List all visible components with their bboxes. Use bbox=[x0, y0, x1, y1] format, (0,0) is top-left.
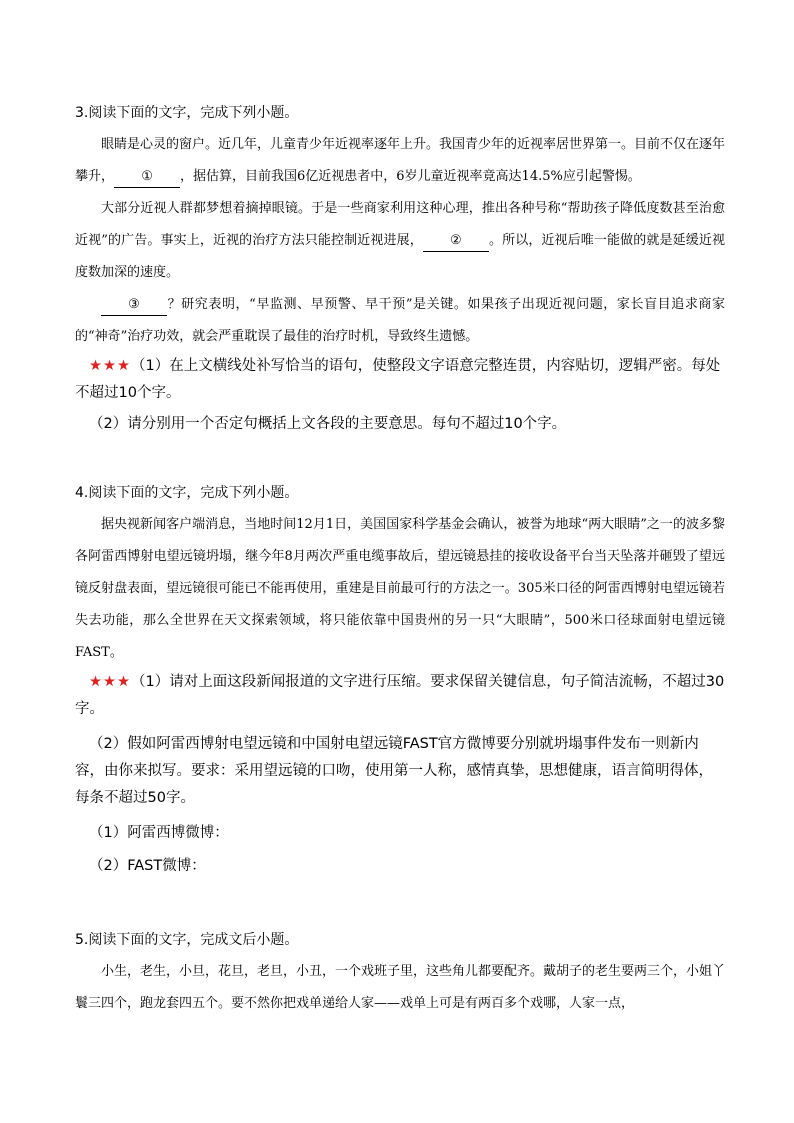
question-4 bbox=[75, 483, 725, 880]
question-4-passage: 据央视新闻客户端消息，当地时间12月1日，美国国家科学基金会确认，被誉为地球“两大眼睛”之一的波多黎各阿雷西博射电望远镜坍塌，继今年8月两次严重电缆事故后，望远镜悬挂的接收设备平台当天坠落并砸毁了望远镜反射盘表面，望远镜很可能已不能再使用，重建是目前最可行的方法之一。305米口径的阿雷西博射电望远镜若失去功能，那么全世界在天文探索领域，将只能依靠中国贵州的另一只“大眼睛”，500米口径球面射电望远镜FAST。 bbox=[75, 517, 725, 660]
question-3-paragraph-2 bbox=[75, 193, 725, 289]
question-5 bbox=[75, 930, 725, 1020]
blank-3: ③ bbox=[101, 295, 167, 316]
question-5-passage: 小生，老生，小旦，花旦，老旦，小丑，一个戏班子里，这些角儿都要配齐。戴胡子的老生要两三个，小姐丫鬟三四个，跑龙套四五个。要不然你把戏单递给人家——戏单上可是有两百多个戏哪，人家一点， bbox=[75, 964, 726, 1011]
question-3-paragraph-3 bbox=[75, 289, 725, 353]
question-5-heading: 5.阅读下面的文字，完成文后小题。 bbox=[75, 932, 299, 948]
paragraph-text: ，据估算，目前我国6亿近视患者中，6岁儿童近视率竟高达14.5%应引起警惕。 bbox=[180, 169, 641, 184]
paragraph-text: 眼睛是心灵的窗户。近几年，儿童青少年近视率逐年上升。我国青少年的近视率居世界第一。目前不仅在逐年攀升， bbox=[75, 137, 726, 184]
question-4-task-1 bbox=[75, 669, 725, 723]
blank-1: ① bbox=[114, 167, 180, 188]
paragraph-text: 。所以，近视后唯一能做的就是延缓近视度数加深的速度。 bbox=[75, 233, 725, 280]
question-3-task-1 bbox=[75, 353, 725, 407]
difficulty-stars-icon: ★★★ bbox=[89, 674, 131, 690]
blank-2: ② bbox=[423, 231, 489, 252]
question-3-task-2: （2）请分别用一个否定句概括上文各段的主要意思。每句不超过10个字。 bbox=[89, 416, 567, 432]
answer-line-arecibo: （1）阿雷西博微博： bbox=[89, 825, 229, 841]
task-text: （1）在上文横线处补写恰当的语句，使整段文字语意完整连贯，内容贴切，逻辑严密。每处不超过10个字。 bbox=[75, 358, 721, 401]
question-3-heading: 3.阅读下面的文字，完成下列小题。 bbox=[75, 105, 299, 121]
task-text: （1）请对上面这段新闻报道的文字进行压缩。要求保留关键信息，句子简洁流畅，不超过30字。 bbox=[75, 674, 725, 717]
paragraph-text: ？研究表明，“早监测、早预警、早干预”是关键。如果孩子出现近视问题，家长盲目追求商家的“神奇”治疗功效，就会严重耽误了最佳的治疗时机，导致终生遗憾。 bbox=[75, 297, 725, 344]
question-3-paragraph-1 bbox=[75, 129, 725, 193]
answer-line-fast: （2）FAST微博： bbox=[89, 858, 206, 874]
paragraph-text: 大部分近视人群都梦想着摘掉眼镜。于是一些商家利用这种心理，推出各种号称“帮助孩子降低度数甚至治愈近视”的广告。事实上，近视的治疗方法只能控制近视进展， bbox=[75, 201, 725, 248]
question-4-task-2: （2）假如阿雷西博射电望远镜和中国射电望远镜FAST官方微博要分别就坍塌事件发布一则新内容，由你来拟写。要求：采用望远镜的口吻，使用第一人称，感情真挚，思想健康，语言简明得体，每条不超过50字。 bbox=[75, 736, 713, 806]
question-4-heading: 4.阅读下面的文字，完成下列小题。 bbox=[75, 485, 299, 501]
question-3 bbox=[75, 103, 725, 438]
difficulty-stars-icon: ★★★ bbox=[89, 358, 131, 374]
